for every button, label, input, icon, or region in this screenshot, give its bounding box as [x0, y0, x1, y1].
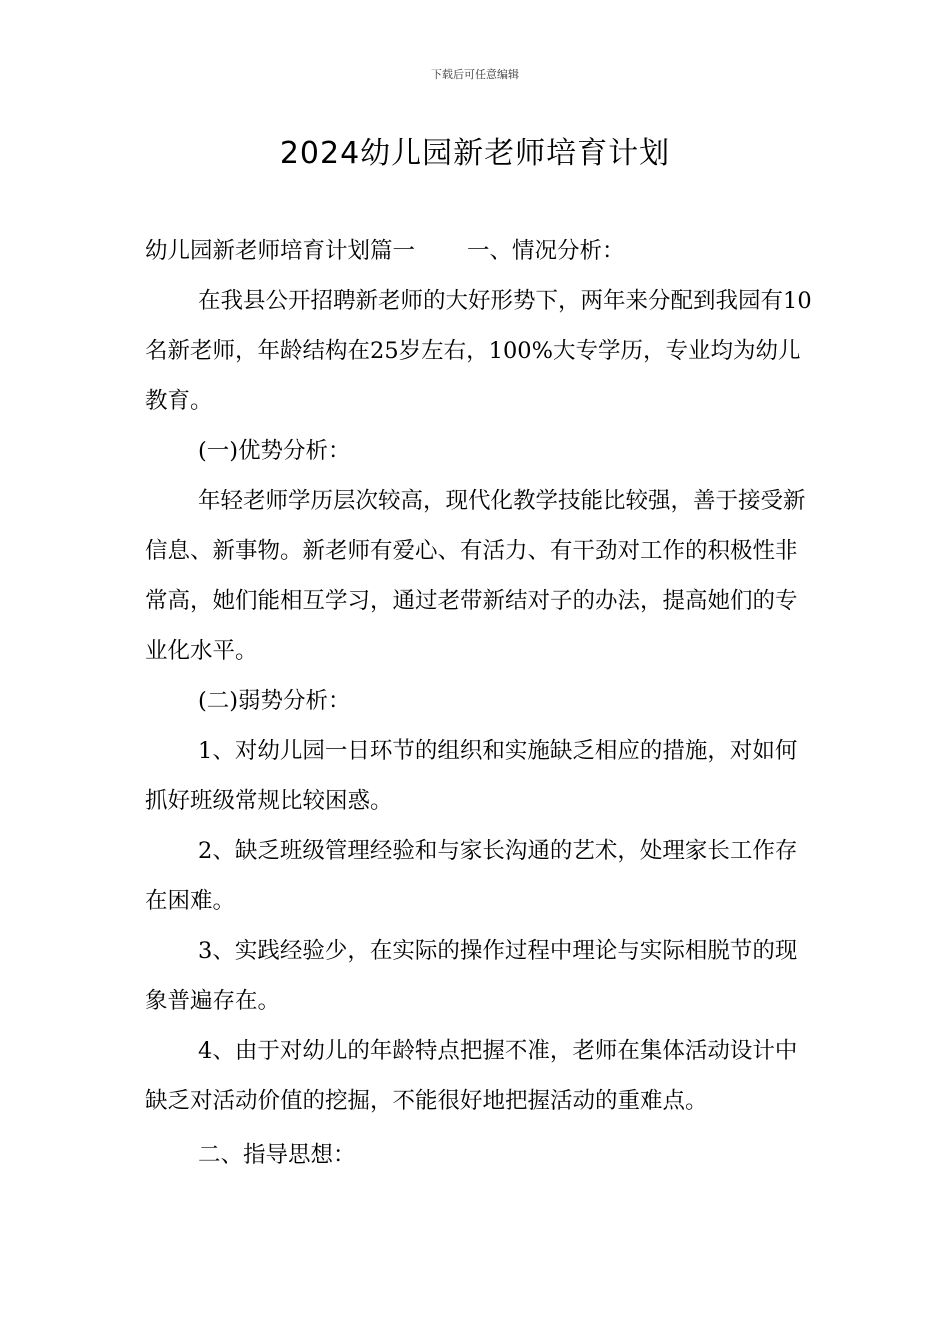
weakness-item-4: 4、由于对幼儿的年龄特点把握不准，老师在集体活动设计中缺乏对活动价值的挖掘，不能很好地把握活动的重难点。: [145, 1038, 798, 1114]
weakness-item-2: 2、缺乏班级管理经验和与家长沟通的艺术，处理家长工作存在困难。: [145, 838, 798, 914]
paragraph-advantage: 年轻老师学历层次较高，现代化教学技能比较强，善于接受新信息、新事物。新老师有爱心、有活力、有干劲对工作的积极性非常高，她们能相互学习，通过老带新结对子的办法，提高她们的专业化水平。: [145, 488, 806, 664]
section-heading-situation: 一、情况分析：: [467, 238, 625, 264]
intro-article-label: 幼儿园新老师培育计划篇一: [145, 238, 416, 264]
download-note: 下载后可任意编辑: [431, 68, 519, 81]
document-title: 2024幼儿园新老师培育计划: [279, 136, 671, 171]
section-heading-guiding: 二、指导思想：: [198, 1142, 356, 1168]
paragraph-background: 在我县公开招聘新老师的大好形势下，两年来分配到我园有10名新老师，年龄结构在25岁左右，100%大专学历，专业均为幼儿教育。: [145, 288, 812, 414]
weakness-item-1: 1、对幼儿园一日环节的组织和实施缺乏相应的措施，对如何抓好班级常规比较困惑。: [145, 738, 798, 814]
subheading-weakness: (二)弱势分析：: [198, 688, 351, 714]
weakness-item-3: 3、实践经验少，在实际的操作过程中理论与实际相脱节的现象普遍存在。: [145, 938, 798, 1014]
document-body: [145, 226, 815, 1180]
subheading-advantage: (一)优势分析：: [198, 438, 351, 464]
intro-line: [145, 226, 815, 276]
